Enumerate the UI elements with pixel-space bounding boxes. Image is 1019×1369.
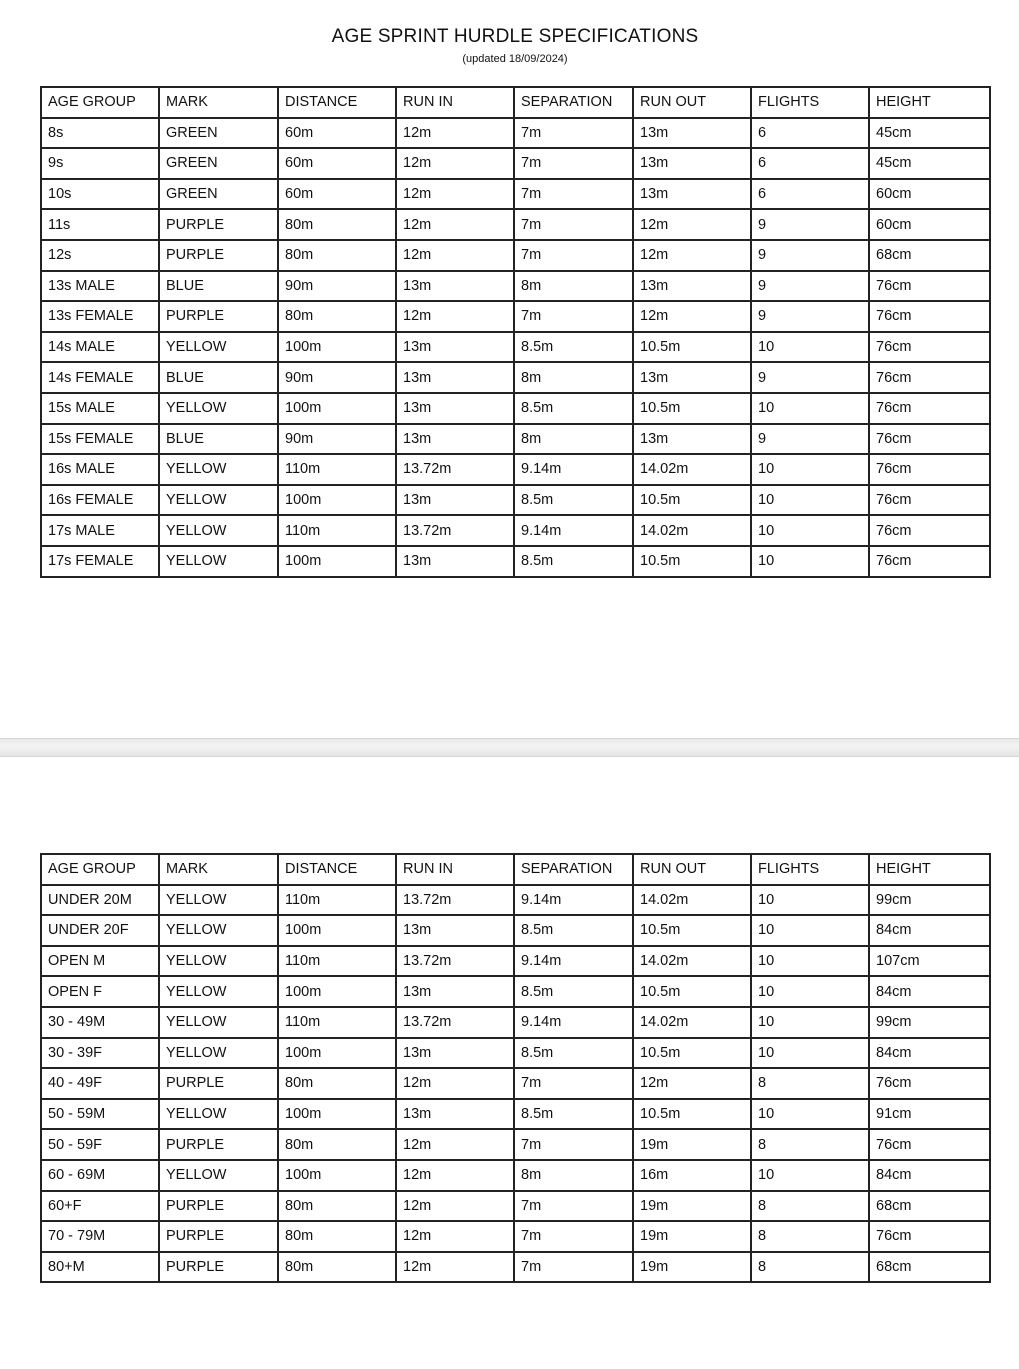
- table-row: [41, 1038, 990, 1069]
- column-header-separation: SEPARATION: [514, 854, 633, 885]
- cell-age-group: 60+F: [41, 1191, 159, 1222]
- cell-flights: 10: [751, 1007, 869, 1038]
- table-row: [41, 1099, 990, 1130]
- column-header-run-in: RUN IN: [396, 87, 514, 118]
- cell-height: 84cm: [869, 1160, 990, 1191]
- cell-height: 76cm: [869, 546, 990, 577]
- table-row: [41, 332, 990, 363]
- table-row: [41, 424, 990, 455]
- cell-separation: 7m: [514, 1068, 633, 1099]
- cell-separation: 7m: [514, 148, 633, 179]
- cell-distance: 90m: [278, 362, 396, 393]
- cell-separation: 9.14m: [514, 885, 633, 916]
- cell-separation: 9.14m: [514, 515, 633, 546]
- cell-distance: 100m: [278, 393, 396, 424]
- cell-run-out: 14.02m: [633, 885, 751, 916]
- cell-separation: 8.5m: [514, 546, 633, 577]
- table-row: [41, 485, 990, 516]
- cell-run-out: 13m: [633, 362, 751, 393]
- table-row: [41, 209, 990, 240]
- cell-separation: 7m: [514, 179, 633, 210]
- cell-age-group: 11s: [41, 209, 159, 240]
- cell-flights: 10: [751, 1038, 869, 1069]
- cell-distance: 60m: [278, 148, 396, 179]
- cell-run-in: 12m: [396, 301, 514, 332]
- cell-age-group: 16s MALE: [41, 454, 159, 485]
- cell-height: 76cm: [869, 1129, 990, 1160]
- table-row: [41, 1252, 990, 1283]
- cell-run-out: 12m: [633, 301, 751, 332]
- cell-separation: 7m: [514, 240, 633, 271]
- cell-age-group: UNDER 20F: [41, 915, 159, 946]
- cell-age-group: 15s MALE: [41, 393, 159, 424]
- cell-age-group: 9s: [41, 148, 159, 179]
- cell-run-out: 13m: [633, 271, 751, 302]
- cell-distance: 100m: [278, 915, 396, 946]
- cell-height: 76cm: [869, 1068, 990, 1099]
- cell-run-out: 13m: [633, 118, 751, 149]
- cell-age-group: 13s FEMALE: [41, 301, 159, 332]
- cell-flights: 6: [751, 148, 869, 179]
- cell-run-in: 12m: [396, 148, 514, 179]
- cell-flights: 10: [751, 393, 869, 424]
- cell-separation: 9.14m: [514, 454, 633, 485]
- cell-height: 76cm: [869, 454, 990, 485]
- cell-height: 76cm: [869, 393, 990, 424]
- cell-distance: 60m: [278, 118, 396, 149]
- cell-run-out: 13m: [633, 424, 751, 455]
- column-header-distance: DISTANCE: [278, 854, 396, 885]
- cell-separation: 8.5m: [514, 1038, 633, 1069]
- table-row: [41, 393, 990, 424]
- column-header-distance: DISTANCE: [278, 87, 396, 118]
- cell-distance: 80m: [278, 1129, 396, 1160]
- cell-mark: YELLOW: [159, 546, 278, 577]
- cell-mark: PURPLE: [159, 1068, 278, 1099]
- cell-flights: 10: [751, 885, 869, 916]
- cell-height: 60cm: [869, 209, 990, 240]
- cell-flights: 10: [751, 332, 869, 363]
- cell-age-group: 30 - 39F: [41, 1038, 159, 1069]
- cell-distance: 80m: [278, 1068, 396, 1099]
- cell-run-in: 13.72m: [396, 515, 514, 546]
- cell-age-group: 16s FEMALE: [41, 485, 159, 516]
- cell-distance: 60m: [278, 179, 396, 210]
- cell-age-group: OPEN M: [41, 946, 159, 977]
- cell-age-group: 60 - 69M: [41, 1160, 159, 1191]
- cell-distance: 80m: [278, 1221, 396, 1252]
- cell-mark: PURPLE: [159, 1191, 278, 1222]
- cell-mark: PURPLE: [159, 1129, 278, 1160]
- cell-mark: YELLOW: [159, 915, 278, 946]
- cell-height: 76cm: [869, 362, 990, 393]
- cell-run-out: 12m: [633, 209, 751, 240]
- cell-run-out: 19m: [633, 1252, 751, 1283]
- cell-age-group: 8s: [41, 118, 159, 149]
- cell-separation: 7m: [514, 1252, 633, 1283]
- cell-separation: 7m: [514, 118, 633, 149]
- table-row: [41, 1129, 990, 1160]
- cell-flights: 8: [751, 1191, 869, 1222]
- cell-separation: 8m: [514, 271, 633, 302]
- cell-flights: 9: [751, 271, 869, 302]
- cell-height: 45cm: [869, 148, 990, 179]
- cell-run-in: 12m: [396, 1160, 514, 1191]
- cell-height: 76cm: [869, 301, 990, 332]
- cell-flights: 8: [751, 1068, 869, 1099]
- cell-age-group: 50 - 59F: [41, 1129, 159, 1160]
- column-header-run-out: RUN OUT: [633, 87, 751, 118]
- cell-run-in: 13m: [396, 332, 514, 363]
- cell-separation: 8m: [514, 1160, 633, 1191]
- table-row: [41, 454, 990, 485]
- cell-run-in: 13m: [396, 485, 514, 516]
- cell-distance: 100m: [278, 546, 396, 577]
- cell-flights: 9: [751, 240, 869, 271]
- cell-run-in: 12m: [396, 1221, 514, 1252]
- cell-separation: 8.5m: [514, 393, 633, 424]
- cell-run-in: 12m: [396, 1129, 514, 1160]
- cell-height: 91cm: [869, 1099, 990, 1130]
- cell-run-in: 13m: [396, 1038, 514, 1069]
- cell-mark: YELLOW: [159, 1099, 278, 1130]
- column-header-height: HEIGHT: [869, 854, 990, 885]
- column-header-age-group: AGE GROUP: [41, 87, 159, 118]
- cell-distance: 80m: [278, 301, 396, 332]
- cell-separation: 7m: [514, 1191, 633, 1222]
- column-header-run-in: RUN IN: [396, 854, 514, 885]
- cell-flights: 10: [751, 1099, 869, 1130]
- header-row: [41, 854, 990, 885]
- cell-distance: 110m: [278, 946, 396, 977]
- cell-age-group: 10s: [41, 179, 159, 210]
- cell-age-group: 14s FEMALE: [41, 362, 159, 393]
- table-row: [41, 946, 990, 977]
- cell-mark: YELLOW: [159, 332, 278, 363]
- cell-distance: 80m: [278, 240, 396, 271]
- table-row: [41, 1068, 990, 1099]
- cell-run-in: 13.72m: [396, 1007, 514, 1038]
- cell-age-group: 70 - 79M: [41, 1221, 159, 1252]
- cell-mark: YELLOW: [159, 885, 278, 916]
- cell-run-in: 13m: [396, 546, 514, 577]
- column-header-run-out: RUN OUT: [633, 854, 751, 885]
- cell-run-in: 13.72m: [396, 885, 514, 916]
- cell-run-out: 14.02m: [633, 515, 751, 546]
- cell-mark: YELLOW: [159, 1038, 278, 1069]
- cell-run-out: 14.02m: [633, 454, 751, 485]
- column-header-mark: MARK: [159, 854, 278, 885]
- cell-mark: GREEN: [159, 118, 278, 149]
- cell-distance: 100m: [278, 332, 396, 363]
- cell-mark: PURPLE: [159, 301, 278, 332]
- table-row: [41, 179, 990, 210]
- cell-run-in: 13m: [396, 362, 514, 393]
- cell-distance: 100m: [278, 1038, 396, 1069]
- table-row: [41, 362, 990, 393]
- cell-distance: 100m: [278, 976, 396, 1007]
- cell-run-in: 12m: [396, 179, 514, 210]
- cell-run-out: 14.02m: [633, 946, 751, 977]
- cell-separation: 7m: [514, 209, 633, 240]
- cell-run-out: 16m: [633, 1160, 751, 1191]
- page-separator: [0, 738, 1019, 757]
- cell-mark: YELLOW: [159, 393, 278, 424]
- column-header-age-group: AGE GROUP: [41, 854, 159, 885]
- cell-separation: 7m: [514, 1129, 633, 1160]
- cell-height: 60cm: [869, 179, 990, 210]
- table-row: [41, 1160, 990, 1191]
- cell-age-group: 17s MALE: [41, 515, 159, 546]
- table-row: [41, 148, 990, 179]
- cell-height: 76cm: [869, 1221, 990, 1252]
- cell-run-out: 10.5m: [633, 976, 751, 1007]
- cell-run-out: 12m: [633, 240, 751, 271]
- cell-height: 99cm: [869, 885, 990, 916]
- cell-distance: 110m: [278, 454, 396, 485]
- table-row: [41, 1191, 990, 1222]
- cell-height: 68cm: [869, 1191, 990, 1222]
- cell-flights: 10: [751, 1160, 869, 1191]
- cell-mark: YELLOW: [159, 515, 278, 546]
- cell-run-in: 13m: [396, 424, 514, 455]
- cell-age-group: 13s MALE: [41, 271, 159, 302]
- cell-mark: PURPLE: [159, 209, 278, 240]
- cell-flights: 9: [751, 301, 869, 332]
- hurdle-spec-table-youth: [40, 86, 991, 578]
- table-row: [41, 515, 990, 546]
- table-row: [41, 885, 990, 916]
- cell-separation: 8.5m: [514, 915, 633, 946]
- document-page-2: [0, 757, 1019, 1369]
- cell-run-out: 13m: [633, 148, 751, 179]
- cell-separation: 8.5m: [514, 332, 633, 363]
- cell-flights: 10: [751, 946, 869, 977]
- document-title: AGE SPRINT HURDLE SPECIFICATIONS: [331, 26, 699, 47]
- cell-mark: BLUE: [159, 424, 278, 455]
- table-row: [41, 976, 990, 1007]
- cell-run-in: 12m: [396, 240, 514, 271]
- cell-run-in: 13m: [396, 915, 514, 946]
- cell-separation: 8m: [514, 424, 633, 455]
- table-row: [41, 240, 990, 271]
- table-row: [41, 1007, 990, 1038]
- table-row: [41, 915, 990, 946]
- cell-run-out: 14.02m: [633, 1007, 751, 1038]
- cell-separation: 8.5m: [514, 485, 633, 516]
- cell-mark: YELLOW: [159, 454, 278, 485]
- cell-distance: 110m: [278, 885, 396, 916]
- cell-run-out: 12m: [633, 1068, 751, 1099]
- cell-run-in: 12m: [396, 209, 514, 240]
- cell-run-in: 13.72m: [396, 454, 514, 485]
- cell-run-in: 12m: [396, 1191, 514, 1222]
- cell-flights: 10: [751, 515, 869, 546]
- cell-run-in: 13m: [396, 393, 514, 424]
- cell-run-out: 10.5m: [633, 1038, 751, 1069]
- cell-height: 84cm: [869, 976, 990, 1007]
- table-row: [41, 301, 990, 332]
- column-header-flights: FLIGHTS: [751, 87, 869, 118]
- cell-distance: 80m: [278, 209, 396, 240]
- cell-separation: 7m: [514, 301, 633, 332]
- cell-height: 68cm: [869, 240, 990, 271]
- cell-mark: YELLOW: [159, 976, 278, 1007]
- cell-age-group: 17s FEMALE: [41, 546, 159, 577]
- cell-age-group: UNDER 20M: [41, 885, 159, 916]
- cell-mark: GREEN: [159, 148, 278, 179]
- cell-mark: BLUE: [159, 362, 278, 393]
- cell-separation: 9.14m: [514, 1007, 633, 1038]
- cell-flights: 10: [751, 976, 869, 1007]
- cell-separation: 9.14m: [514, 946, 633, 977]
- cell-run-out: 10.5m: [633, 546, 751, 577]
- cell-run-out: 19m: [633, 1129, 751, 1160]
- cell-mark: PURPLE: [159, 1252, 278, 1283]
- column-header-separation: SEPARATION: [514, 87, 633, 118]
- cell-flights: 9: [751, 209, 869, 240]
- cell-height: 76cm: [869, 485, 990, 516]
- cell-flights: 8: [751, 1252, 869, 1283]
- cell-run-out: 10.5m: [633, 393, 751, 424]
- cell-height: 68cm: [869, 1252, 990, 1283]
- cell-distance: 90m: [278, 271, 396, 302]
- cell-age-group: 30 - 49M: [41, 1007, 159, 1038]
- cell-flights: 10: [751, 454, 869, 485]
- column-header-height: HEIGHT: [869, 87, 990, 118]
- cell-mark: YELLOW: [159, 946, 278, 977]
- cell-flights: 9: [751, 362, 869, 393]
- cell-age-group: 50 - 59M: [41, 1099, 159, 1130]
- cell-height: 84cm: [869, 915, 990, 946]
- cell-age-group: 40 - 49F: [41, 1068, 159, 1099]
- cell-mark: BLUE: [159, 271, 278, 302]
- cell-run-out: 13m: [633, 179, 751, 210]
- column-header-mark: MARK: [159, 87, 278, 118]
- cell-run-in: 13m: [396, 271, 514, 302]
- cell-run-out: 19m: [633, 1221, 751, 1252]
- cell-height: 76cm: [869, 515, 990, 546]
- cell-separation: 7m: [514, 1221, 633, 1252]
- cell-distance: 100m: [278, 485, 396, 516]
- hurdle-spec-table-senior: [40, 853, 991, 1283]
- cell-age-group: 12s: [41, 240, 159, 271]
- cell-mark: GREEN: [159, 179, 278, 210]
- cell-mark: YELLOW: [159, 1007, 278, 1038]
- cell-flights: 8: [751, 1129, 869, 1160]
- cell-separation: 8.5m: [514, 1099, 633, 1130]
- cell-height: 99cm: [869, 1007, 990, 1038]
- cell-mark: YELLOW: [159, 1160, 278, 1191]
- cell-height: 76cm: [869, 332, 990, 363]
- cell-age-group: 14s MALE: [41, 332, 159, 363]
- cell-run-out: 10.5m: [633, 1099, 751, 1130]
- cell-mark: YELLOW: [159, 485, 278, 516]
- cell-distance: 110m: [278, 515, 396, 546]
- cell-flights: 10: [751, 546, 869, 577]
- cell-separation: 8.5m: [514, 976, 633, 1007]
- cell-height: 76cm: [869, 271, 990, 302]
- cell-mark: PURPLE: [159, 240, 278, 271]
- document-subtitle: (updated 18/09/2024): [462, 53, 568, 65]
- cell-run-in: 13.72m: [396, 946, 514, 977]
- table-row: [41, 546, 990, 577]
- cell-flights: 10: [751, 915, 869, 946]
- cell-run-out: 19m: [633, 1191, 751, 1222]
- cell-age-group: 15s FEMALE: [41, 424, 159, 455]
- table-row: [41, 118, 990, 149]
- cell-height: 84cm: [869, 1038, 990, 1069]
- cell-run-in: 13m: [396, 1099, 514, 1130]
- cell-run-out: 10.5m: [633, 332, 751, 363]
- cell-height: 107cm: [869, 946, 990, 977]
- cell-distance: 100m: [278, 1099, 396, 1130]
- cell-run-in: 12m: [396, 1068, 514, 1099]
- cell-mark: PURPLE: [159, 1221, 278, 1252]
- cell-flights: 6: [751, 179, 869, 210]
- cell-run-in: 12m: [396, 118, 514, 149]
- header-row: [41, 87, 990, 118]
- cell-distance: 90m: [278, 424, 396, 455]
- cell-separation: 8m: [514, 362, 633, 393]
- cell-height: 76cm: [869, 424, 990, 455]
- cell-run-in: 13m: [396, 976, 514, 1007]
- cell-distance: 80m: [278, 1191, 396, 1222]
- cell-age-group: OPEN F: [41, 976, 159, 1007]
- cell-distance: 100m: [278, 1160, 396, 1191]
- cell-flights: 9: [751, 424, 869, 455]
- cell-age-group: 80+M: [41, 1252, 159, 1283]
- column-header-flights: FLIGHTS: [751, 854, 869, 885]
- cell-run-in: 12m: [396, 1252, 514, 1283]
- cell-flights: 6: [751, 118, 869, 149]
- table-row: [41, 271, 990, 302]
- cell-run-out: 10.5m: [633, 915, 751, 946]
- cell-height: 45cm: [869, 118, 990, 149]
- cell-flights: 8: [751, 1221, 869, 1252]
- cell-flights: 10: [751, 485, 869, 516]
- cell-distance: 80m: [278, 1252, 396, 1283]
- cell-run-out: 10.5m: [633, 485, 751, 516]
- table-row: [41, 1221, 990, 1252]
- cell-distance: 110m: [278, 1007, 396, 1038]
